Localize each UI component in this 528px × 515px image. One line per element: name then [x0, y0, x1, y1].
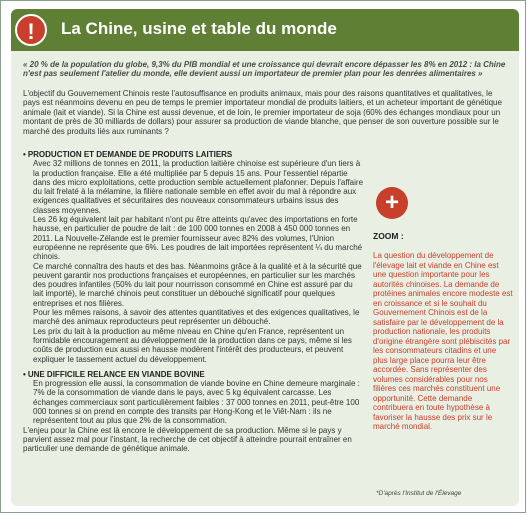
paragraph: Avec 32 millions de tonnes en 2011, la production laitière chinoise est supérieure d'un tiers à la production française. Elle a été multipliée par 5 depuis 15 ans. Pour l'essentiel répartie dans des micro exploitations, cette production semble actuellement plafonner. Depuis l'affaire du lait frelaté à la mélamine, la filière nationale semble en effet avoir du mal à répondre aux exigences qualitatives et sécuritaires des nouveaux consommateurs urbains issus des classes moyennes.: [33, 159, 364, 215]
intro-quote: « 20 % de la population du globe, 9,3% du PIB mondial et une croissance qui devrait encore dépasser les 8% en 2012 : la Chine n'est pas seulement l'atelier du monde, elle devient aussi un importateur de premier plan pour les denrées alimentaires »: [23, 60, 506, 79]
paragraph: L'enjeu pour la Chine est là encore le développement de sa production. Même si le pays y parvient assez mal pour l'instant, la recherche de cet objectif à atteindre pourrait entraîner en particulier une demande de génétique animale.: [23, 425, 352, 454]
alert-icon: !: [15, 14, 47, 46]
paragraph: Les 26 kg équivalent lait par habitant n'ont pu être atteints qu'avec des importations en forte hausse, en particulier de poudre de lait : de 100 000 tonnes en 2008 à 450 000 tonnes en 2011. La Nouvelle-Zélande est le premier fournisseur avec 82% des volumes, l'Union européenne ne représente que 6%. Les poudres de lait importées représentent ¼ du marché chinois.: [33, 215, 363, 262]
main-column: [23, 150, 363, 454]
section-body-dairy: [23, 159, 363, 364]
paragraph: Pour les mêmes raisons, à savoir des attentes quantitatives et des exigences qualitatives, le marché des animaux reproducteurs peut représenter un débouché.: [33, 308, 360, 327]
paragraph: Les prix du lait à la production au même niveau en Chine qu'en France, représentent un formidable encouragement au développement de la production dans ce pays, même si les coûts de production eux aussi en hausse modèrent l'intérêt des producteurs, et peuvent expliquer le tassement actuel du développement.: [33, 326, 352, 364]
zoom-title: ZOOM :: [373, 231, 404, 241]
lead-paragraph: L'objectif du Gouvernement Chinois reste l'autosuffisance en produits animaux, mais pour des raisons quantitatives et qualitatives, le pays est néanmoins devenu en peu de temps le premier importateur mondial de produits laitiers, et un acheteur important de génétique animale (lait et viande). Si la Chine est aussi devenue, et de loin, le premier importateur de soja (60% des échanges mondiaux pour un montant de près de 30 milliards de dollars) pour assurer sa production de viande blanche, que penser de son ouverture possible sur le marché des produits liés aux ruminants ?: [23, 89, 502, 136]
article-title: La Chine, usine et table du monde: [61, 19, 337, 38]
section-heading-dairy: • PRODUCTION ET DEMANDE DE PRODUITS LAITIERS: [23, 150, 233, 159]
zoom-sidebar: [373, 231, 513, 432]
paragraph: En progression elle aussi, la consommation de viande bovine en Chine demeure marginale : 7% de la consommation de viande dans le pays, avec 5 kg équivalent carcasse. Les échanges commerciaux sont particulièrement faibles : 37 000 tonnes en 2011, peut-être 100 000 tonnes si on prend en compte des transits par Hong-Kong et le Viêt-Nam : ils ne représentent tout au plus que 2% de la consommation.: [33, 379, 360, 426]
article-header: [11, 9, 519, 51]
section-heading-beef: • UNE DIFFICILE RELANCE EN VIANDE BOVINE: [23, 369, 205, 379]
source-footnote: *D'après l'Institut de l'Élevage: [376, 490, 462, 497]
zoom-text: La question du développement de l'élevage lait et viande en Chine est une question importante pour les autorités chinoises. La demande de protéines animales encore modeste est en croissance et si le souhait du Gouvernement Chinois est de la satisfaire par le développement de la production nationale, les produits d'origine étrangère sont plébiscités par les consommateurs citadins et une plus large place pourra leur être accordée. Sans représenter des volumes considérables pour nos filières ces marchés constituent une opportunité. Cette demande contribuera en toute hypothèse à favoriser la hausse des prix sur le marché mondial.: [373, 251, 513, 431]
paragraph: Ce marché connaîtra des hauts et des bas. Néanmoins grâce à la qualité et à la sécurité que peuvent garantir nos productions françaises et européennes, en particulier sur les marchés des poudres infantiles (50% du lait pour nourrisson consommé en Chine est assuré par du lait importé), le marché chinois peut constituer un débouché significatif pour quelques entreprises et nos filières.: [33, 261, 362, 308]
plus-icon: +: [376, 187, 408, 219]
section-body-beef: [23, 379, 363, 425]
article-panel: [11, 9, 519, 506]
